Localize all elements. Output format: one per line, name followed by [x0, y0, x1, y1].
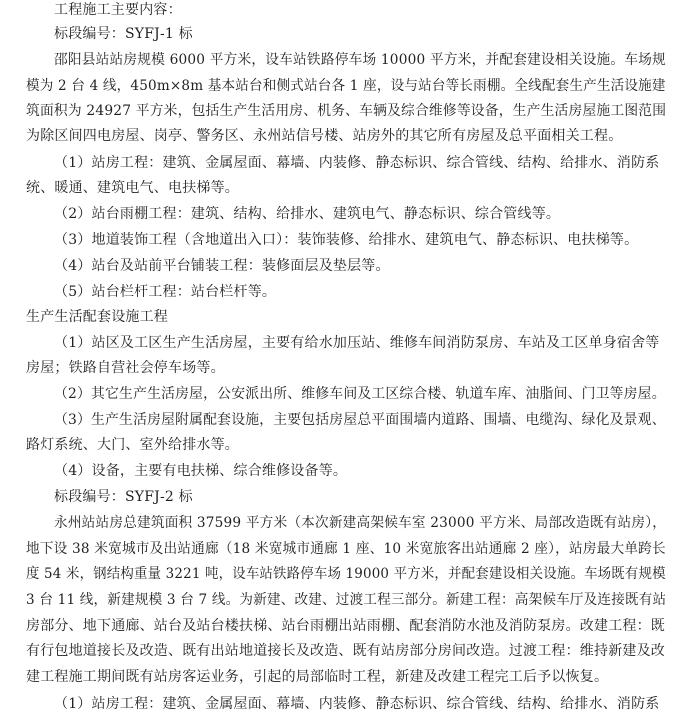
paragraph-line: 地下设 38 米宽城市及出站通廊（18 米宽城市通廊 1 座、10 米宽旅客出站通廊 2 座），站房最大单跨长 [26, 541, 666, 557]
paragraph-line: 房部分、地下通廊、站台及站台楼扶梯、站台雨棚出站雨棚、配套消防水池及消防泵房。改建工程：既 [26, 618, 665, 634]
paragraph-line: 永州站站房总建筑面积 37599 平方米（本次新建高架候车室 23000 平方米、局部改造既有站房）， [54, 515, 667, 531]
list-item: （2）站台雨棚工程：建筑、结构、给排水、建筑电气、静态标识、综合管线等。 [54, 206, 561, 222]
list-item: （1）站房工程：建筑、金属屋面、幕墙、内装修、静态标识、综合管线、结构、给排水、消防系 [54, 155, 660, 171]
list-item: （2）其它生产生活房屋，公安派出所、维修车间及工区综合楼、轨道车库、油脂间、门卫等房屋。 [54, 386, 666, 402]
paragraph-line: 筑面积为 24927 平方米，包括生产生活用房、机务、车辆及综合维修等设备，生产生活房屋施工图范围 [26, 103, 667, 119]
paragraph-line: 有行包地道接长及改造、既有出站地道接长及改造、既有站房部分房间改造。过渡工程：维持新建及改 [26, 643, 665, 659]
list-item: （4）站台及站前平台铺装工程：装修面层及垫层等。 [54, 258, 390, 274]
paragraph-line: 邵阳县站站房规模 6000 平方米，设车站铁路停车场 10000 平方米，并配套建设相关设施。车场规 [54, 52, 666, 68]
list-item-continuation: 房屋；铁路自营社会停车场等。 [26, 360, 225, 376]
paragraph-line: 为除区间四电房屋、岗亭、警务区、永州站信号楼、站房外的其它所有房屋及总平面相关工程。 [26, 128, 623, 144]
subsection-heading: 生产生活配套设施工程 [26, 309, 168, 325]
paragraph-line: 3 台 11 线，新建规模 3 台 7 线。为新建、改建、过渡工程三部分。新建工程：高架候车厅及连接既有站 [26, 592, 667, 608]
list-item: （5）站台栏杆工程：站台栏杆等。 [54, 284, 277, 300]
list-item: （4）设备，主要有电扶梯、综合维修设备等。 [54, 463, 348, 479]
paragraph-line: 模为 2 台 4 线，450m×8m 基本站台和侧式站台各 1 座，设与站台等长雨棚。全线配套生产生活设施建 [26, 78, 666, 94]
paragraph-line: 度 54 米，钢结构重量 3221 吨，设车站铁路停车场 19000 平方米，并配套建设相关设施。车场既有规模 [26, 566, 666, 582]
list-item: （3）地道装饰工程（含地道出入口）：装饰装修、给排水、建筑电气、静态标识、电扶梯等。 [54, 232, 639, 248]
paragraph-line: 建工程施工期间既有站房客运业务，引起的局部临时工程，新建及改建工程完工后予以恢复。 [26, 669, 609, 685]
list-item-continuation: 路灯系统、大门、室外给排水等。 [26, 437, 239, 453]
list-item-continuation: 统、暖通、建筑电气、电扶梯等。 [26, 180, 239, 196]
section-heading: 工程施工主要内容： [54, 2, 182, 18]
list-item: （3）生产生活房屋附属配套设施，主要包括房屋总平面围墙内道路、围墙、电缆沟、绿化及景观、 [54, 412, 666, 428]
lot-number: 标段编号：SYFJ-2 标 [54, 489, 193, 505]
list-item: （1）站房工程：建筑、金属屋面、幕墙、内装修、静态标识、综合管线、结构、给排水、消防系 [54, 696, 660, 712]
list-item: （1）站区及工区生产生活房屋，主要有给水加压站、维修车间消防泵房、车站及工区单身宿舍等 [54, 335, 660, 351]
lot-number: 标段编号：SYFJ-1 标 [54, 26, 193, 42]
